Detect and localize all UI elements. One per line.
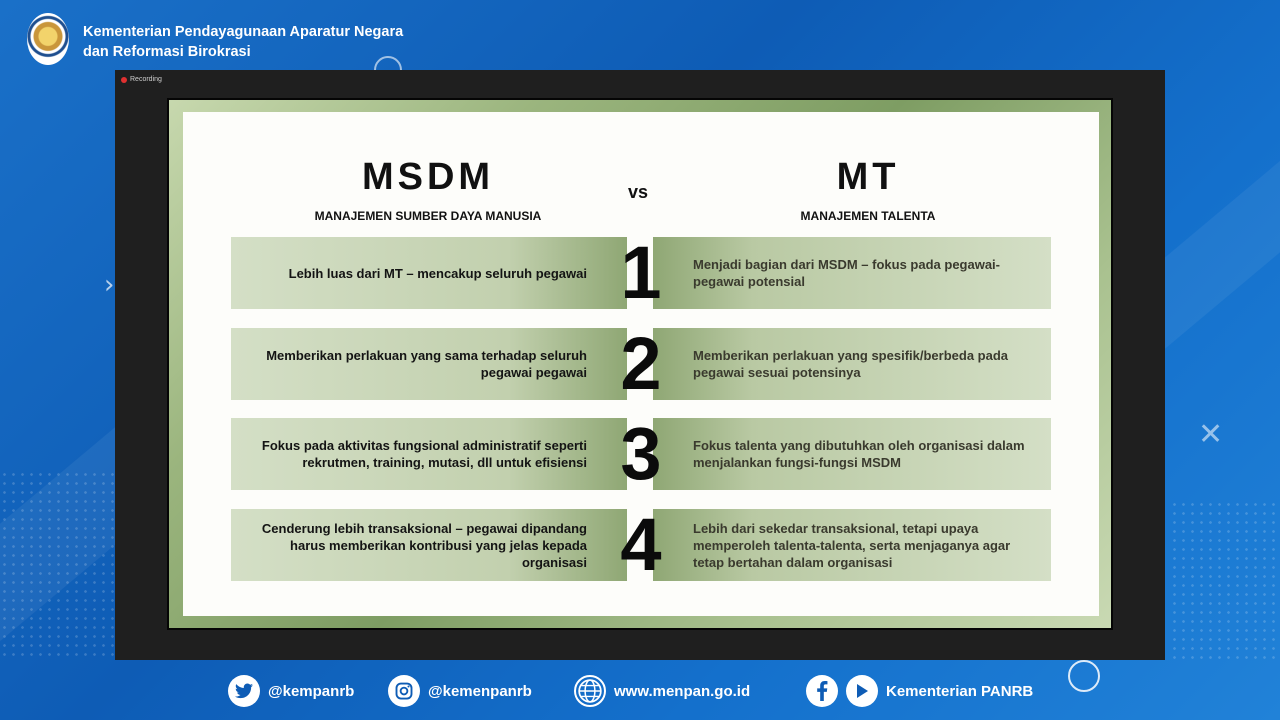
close-x-icon: ✕ (1198, 417, 1224, 452)
msdm-text: Fokus pada aktivitas fungsional administratif seperti rekrutmen, training, mutasi, dll untuk efisiensi (261, 438, 587, 470)
recording-label: Recording (130, 76, 162, 83)
mt-text: Menjadi bagian dari MSDM – fokus pada pegawai-pegawai potensial (693, 257, 1000, 289)
row-number: 4 (620, 503, 662, 586)
msdm-cell (231, 237, 627, 309)
left-subtitle: MANAJEMEN SUMBER DAYA MANUSIA (314, 209, 542, 223)
msdm-text: Memberikan perlakuan yang sama terhadap seluruh pegawai pegawai (266, 348, 587, 380)
comparison-row (231, 503, 1051, 586)
right-title: MT (836, 156, 900, 198)
globe-icon (574, 675, 606, 707)
right-subtitle: MANAJEMEN TALENTA (800, 209, 936, 223)
shared-screen (167, 98, 1113, 630)
footer-website[interactable] (574, 673, 750, 709)
comparison-row (231, 412, 1051, 495)
mt-cell (653, 328, 1051, 400)
comparison-row (231, 322, 1051, 405)
record-dot-icon (121, 77, 127, 83)
mt-text: Memberikan perlakuan yang spesifik/berbeda pada pegawai sesuai potensinya (693, 348, 1009, 380)
row-number: 1 (620, 231, 662, 314)
msdm-text: Lebih luas dari MT – mencakup seluruh pegawai (288, 265, 587, 281)
vs-label: vs (628, 182, 649, 202)
background-dots (0, 470, 130, 660)
ministry-name (83, 22, 403, 62)
instagram-icon (388, 675, 420, 707)
twitter-handle: @kempanrb (268, 682, 355, 700)
msdm-cell (231, 418, 627, 490)
website-url: www.menpan.go.id (614, 682, 751, 700)
ministry-logo (27, 13, 69, 65)
mt-cell (653, 509, 1051, 581)
instagram-handle: @kemenpanrb (428, 682, 532, 700)
recording-indicator (121, 76, 162, 83)
footer-twitter[interactable] (228, 673, 354, 709)
slide-frame (169, 100, 1111, 628)
footer-instagram[interactable] (388, 673, 532, 709)
mt-cell (653, 237, 1051, 309)
mt-text: Fokus talenta yang dibutuhkan oleh organisasi dalam menjalankan fungsi-fungsi MSDM (693, 438, 1025, 470)
comparison-row (231, 231, 1051, 314)
ministry-name-line2: dan Reformasi Birokrasi (83, 44, 251, 60)
mt-cell (653, 418, 1051, 490)
decor-circle (1068, 660, 1100, 692)
msdm-cell (231, 328, 627, 400)
background-dots (1170, 500, 1280, 660)
left-title: MSDM (361, 156, 495, 198)
row-number: 2 (620, 322, 662, 405)
row-number: 3 (620, 412, 662, 495)
twitter-icon (228, 675, 260, 707)
video-window (115, 70, 1165, 660)
presentation-slide (183, 112, 1099, 616)
ministry-name-line1: Kementerian Pendayagunaan Aparatur Negara (83, 24, 404, 40)
msdm-text: Cenderung lebih transaksional – pegawai dipandang harus memberikan kontribusi yang jelas kepada organisasi (261, 520, 587, 570)
msdm-cell (231, 509, 627, 581)
channel-name: Kementerian PANRB (886, 682, 1034, 700)
mt-text: Lebih dari sekedar transaksional, tetapi upaya memperoleh talenta-talenta, serta menjaganya agar tetap bertahan dalam organisasi (693, 520, 1011, 570)
facebook-icon (806, 675, 838, 707)
footer-channel[interactable] (806, 673, 1033, 709)
chevron-right-icon: › (104, 270, 115, 300)
youtube-icon (846, 675, 878, 707)
